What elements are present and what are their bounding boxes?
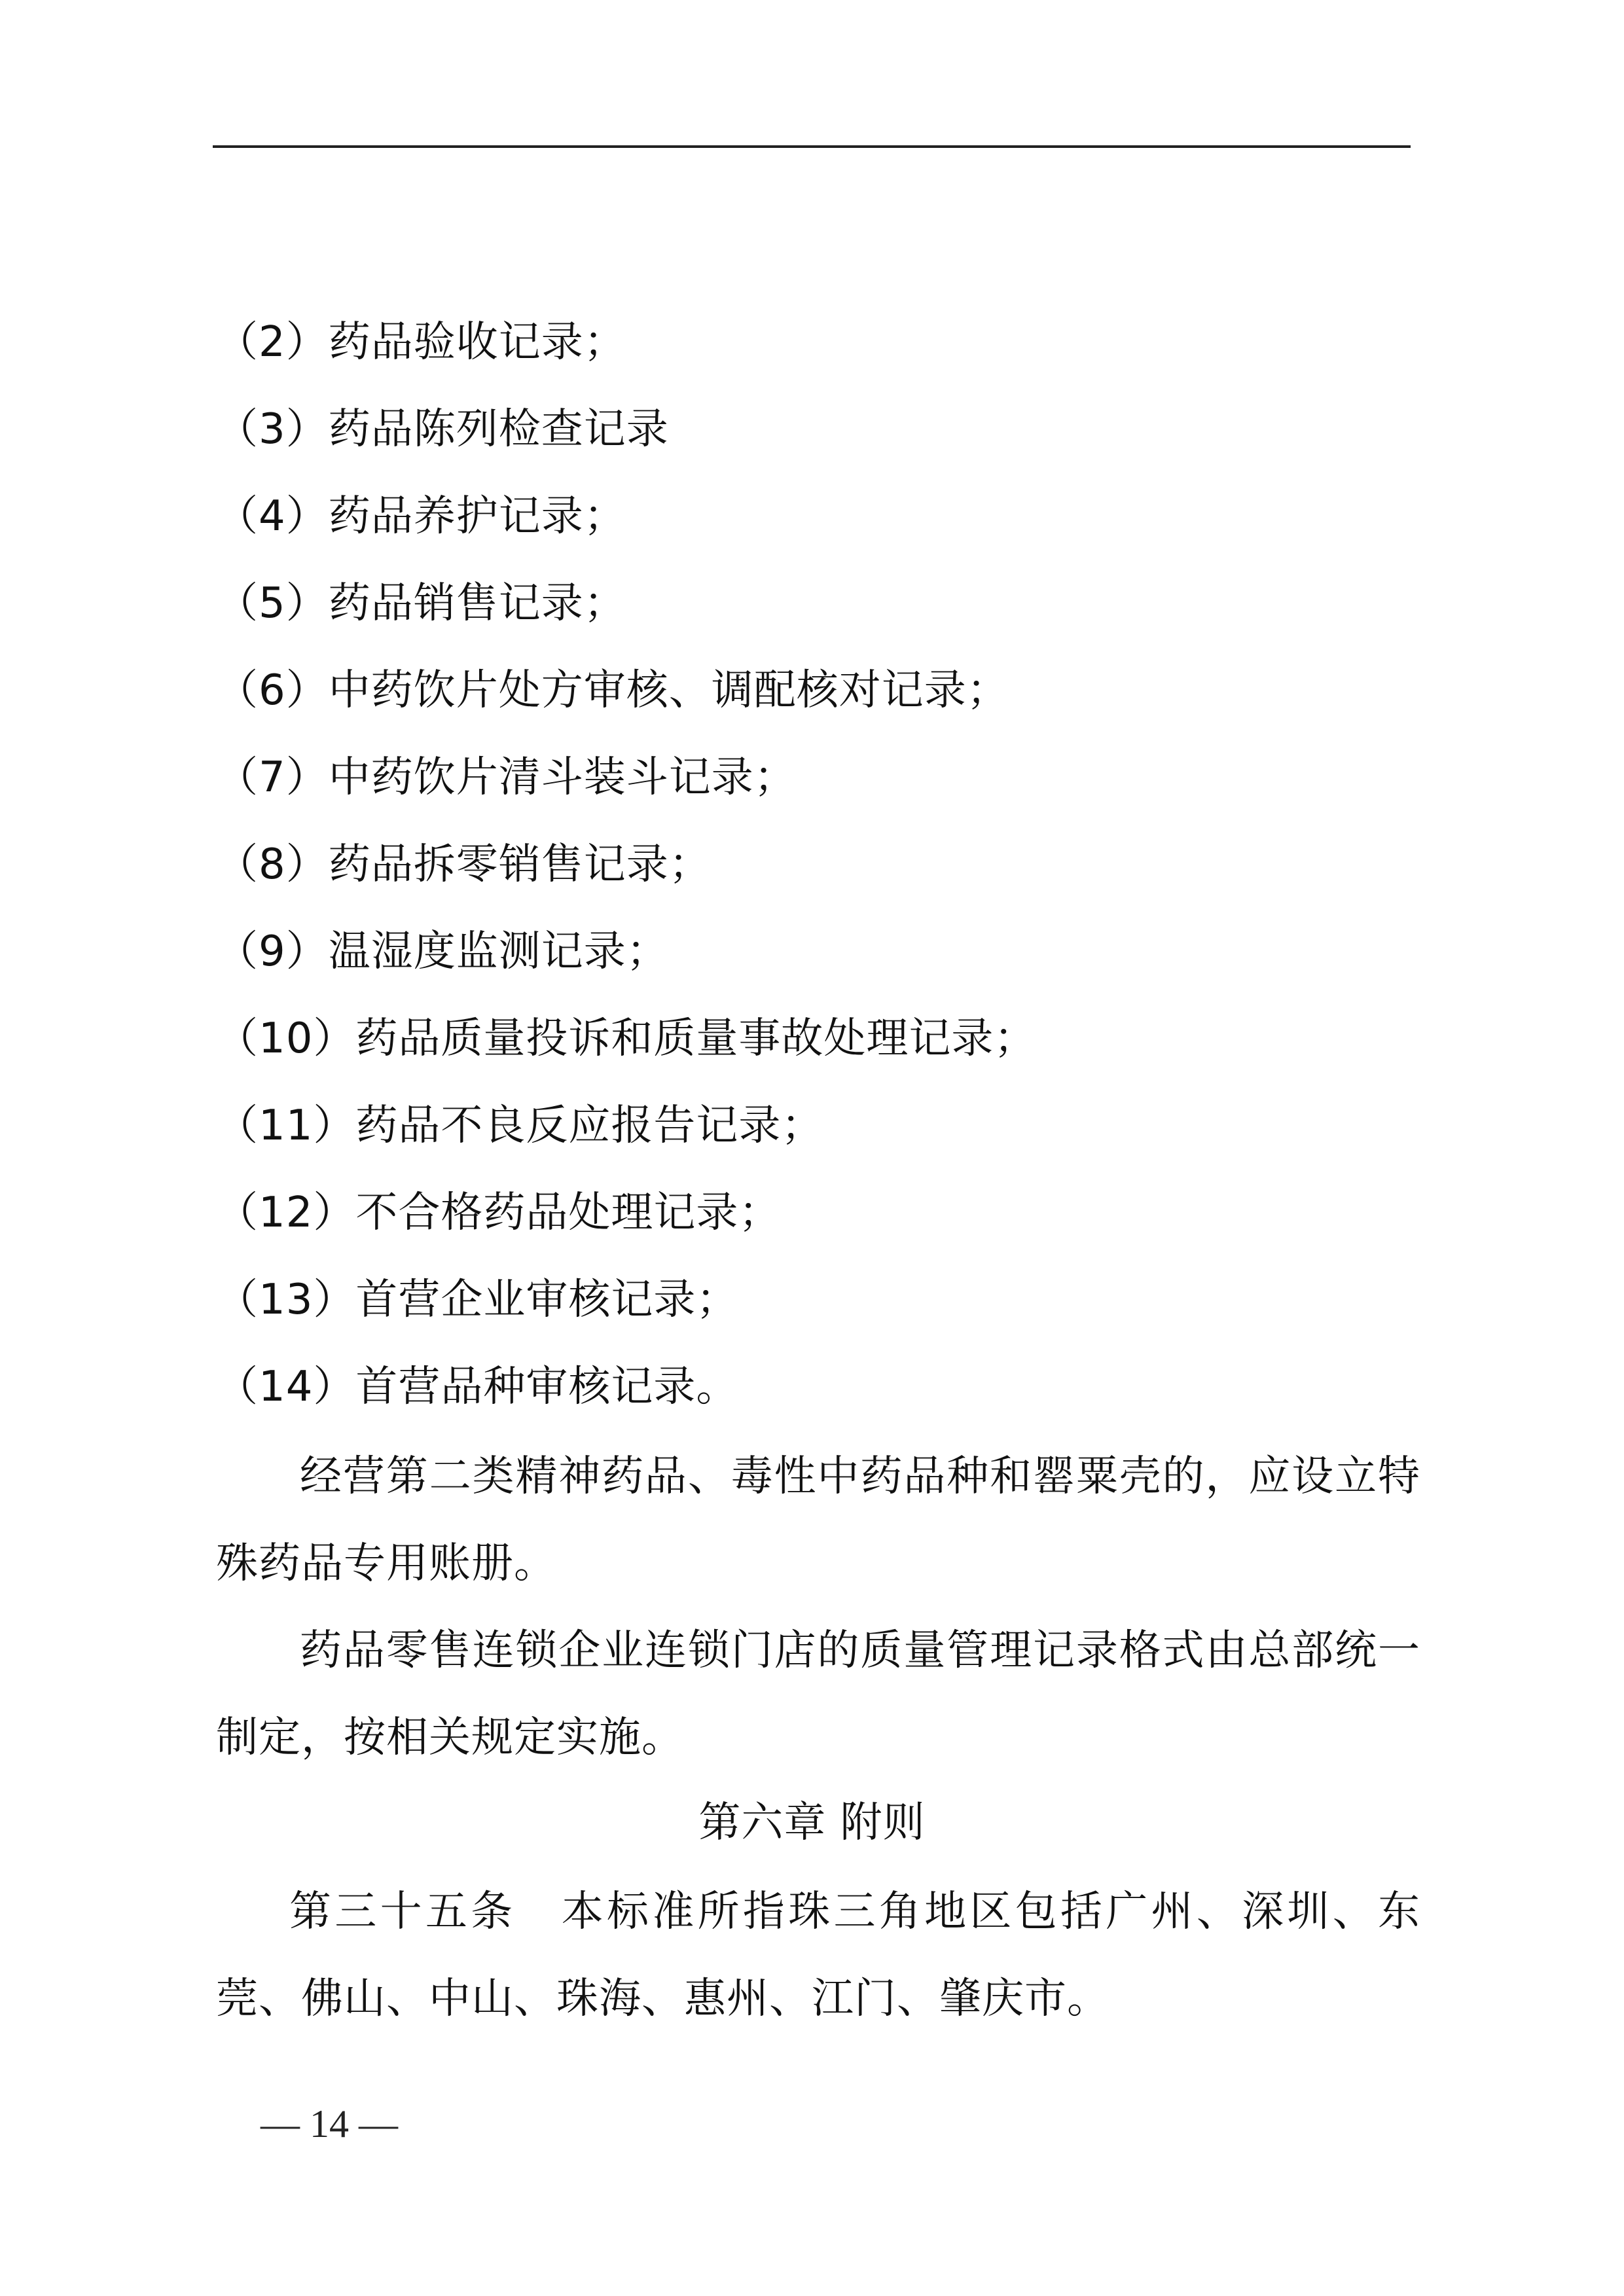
record-item: （10）药品质量投诉和质量事故处理记录； [216, 1014, 1037, 1063]
chapter-heading: 第六章 附则 [698, 1799, 926, 1847]
record-item: （5）药品销售记录； [216, 579, 626, 628]
paragraph-chain-stores: 药品零售连锁企业连锁门店的质量管理记录格式由总部统一制定，按相关规定实施。 [216, 1626, 1420, 1762]
record-item: （6）中药饮片处方审核、调配核对记录； [216, 666, 1009, 715]
record-item: （3）药品陈列检查记录 [216, 405, 669, 454]
paragraph-special-drugs: 经营第二类精神药品、毒性中药品种和罂粟壳的，应设立特殊药品专用账册。 [216, 1452, 1420, 1588]
record-item: （9）温湿度监测记录； [216, 927, 669, 976]
record-item: （13）首营企业审核记录； [216, 1276, 739, 1324]
record-item: （14）首营品种审核记录。 [216, 1363, 739, 1411]
article-35: 第三十五条 本标准所指珠三角地区包括广州、深圳、东莞、佛山、中山、珠海、惠州、江门、肇庆市。 [216, 1888, 1420, 2023]
record-item: （2）药品验收记录； [216, 318, 626, 367]
page-number: — 14 — [261, 2102, 398, 2145]
record-item: （11）药品不良反应报告记录； [216, 1102, 824, 1150]
header-rule [213, 145, 1411, 148]
record-item: （8）药品拆零销售记录； [216, 840, 712, 889]
record-item: （7）中药饮片清斗装斗记录； [216, 753, 797, 802]
record-item: （12）不合格药品处理记录； [216, 1189, 782, 1237]
record-item: （4）药品养护记录； [216, 492, 626, 541]
